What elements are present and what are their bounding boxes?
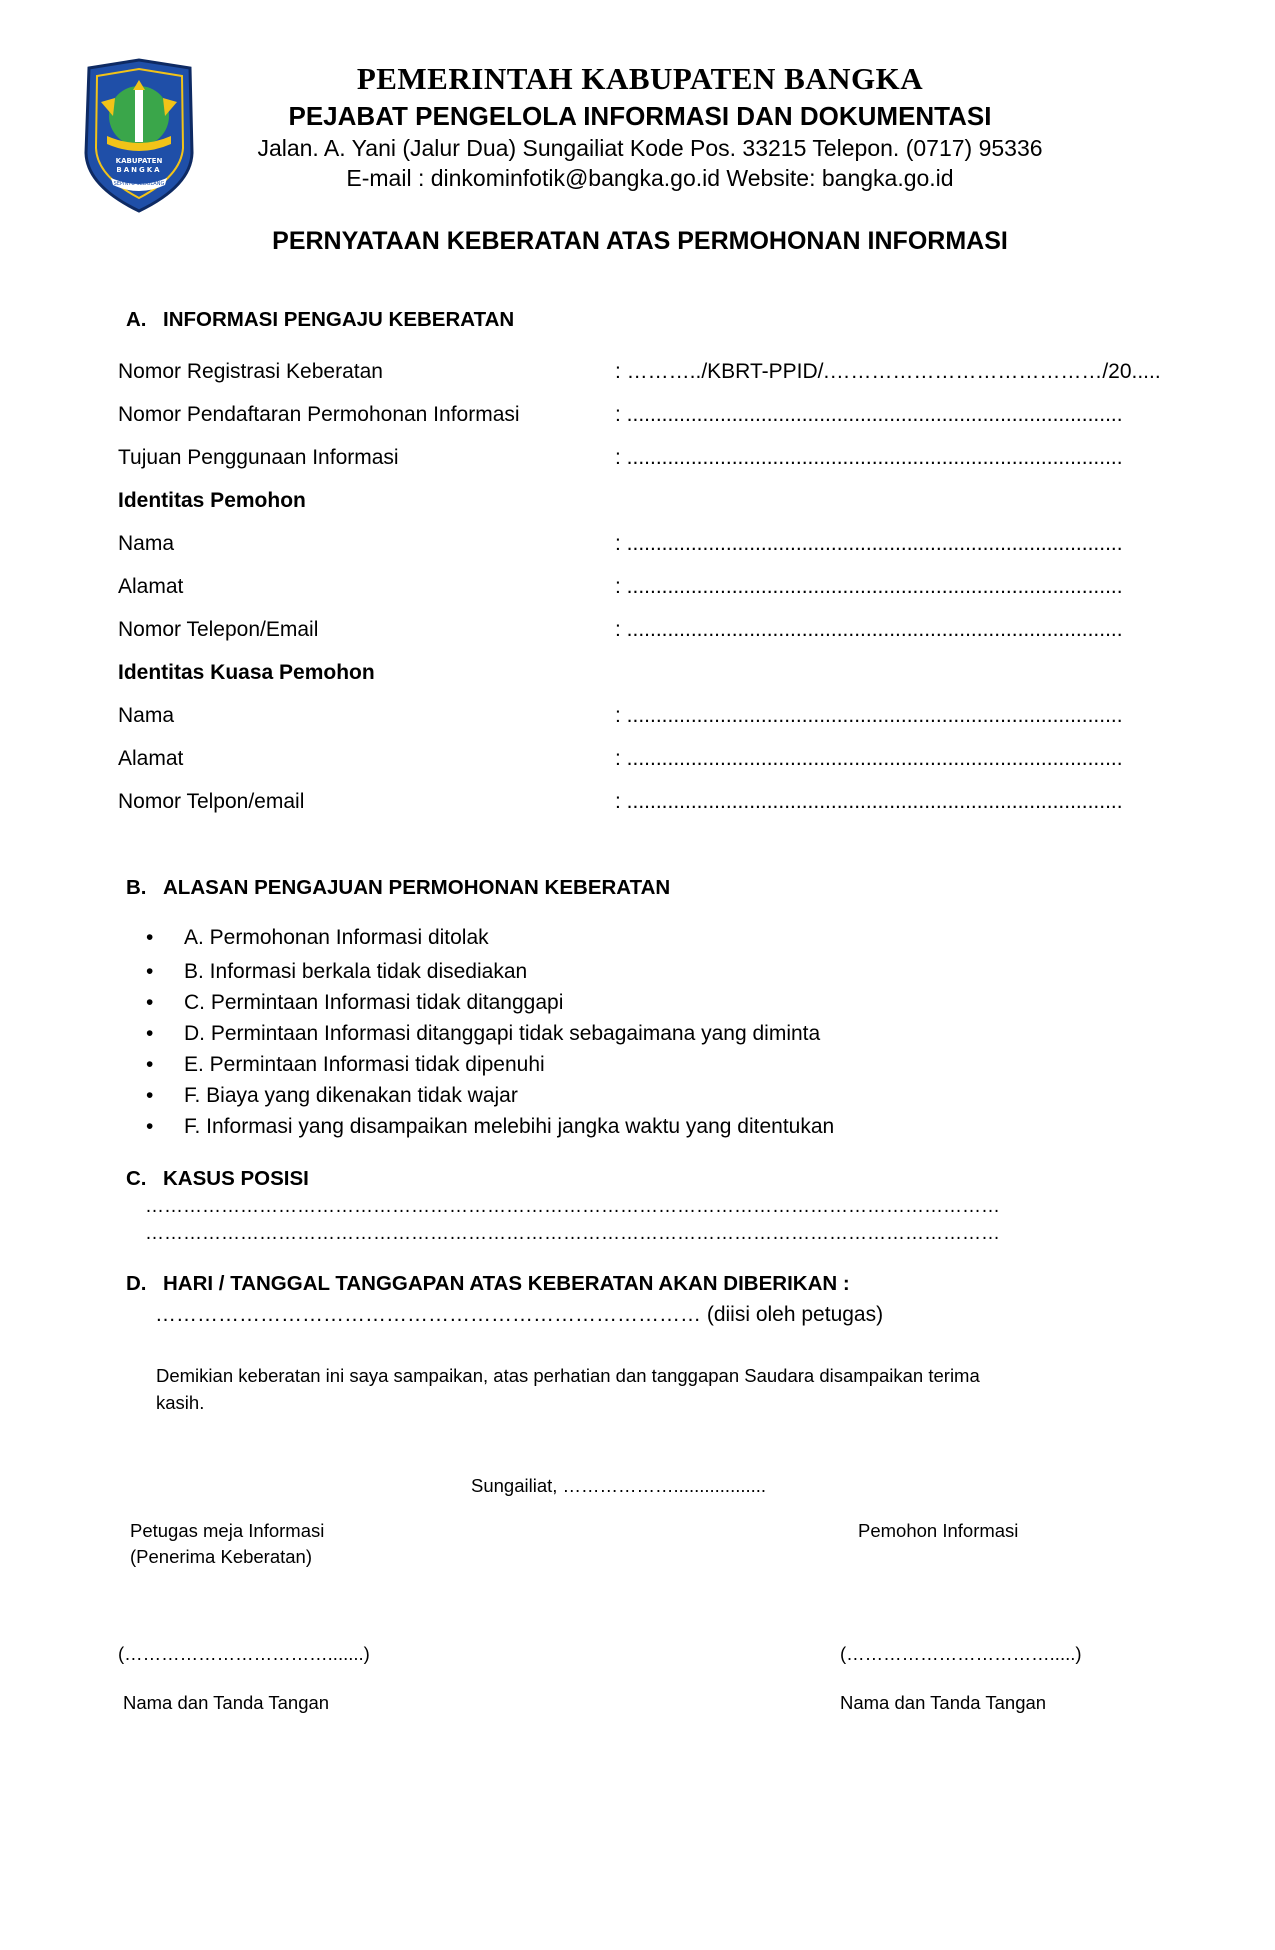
section-d-heading: [126, 1272, 850, 1296]
proxy-identity-heading: Identitas Kuasa Pemohon: [118, 661, 375, 684]
bullet-icon: •: [146, 960, 154, 983]
field-value-request-number[interactable]: : .....................................................................................: [615, 403, 1123, 426]
section-b-heading: [126, 876, 670, 900]
field-value-proxy-phone[interactable]: : .....................................................................................: [615, 790, 1123, 813]
reason-item-label: C. Permintaan Informasi tidak ditanggapi: [184, 991, 564, 1014]
reason-item[interactable]: [146, 960, 527, 984]
letterhead-address: Jalan. A. Yani (Jalur Dua) Sungailiat Kode Pos. 33215 Telepon. (0717) 95336: [257, 135, 1043, 161]
logo-text-mid: BANGKA: [116, 166, 162, 174]
section-a-title: INFORMASI PENGAJU KEBERATAN: [163, 308, 515, 331]
field-value-applicant-name[interactable]: : .....................................................................................: [615, 532, 1123, 555]
case-position-line[interactable]: ………………………………………………………………………………………………………………………: [145, 1223, 1000, 1244]
field-label-applicant-address: Alamat: [118, 575, 184, 598]
bullet-icon: •: [146, 1084, 154, 1107]
field-value-proxy-name[interactable]: : .....................................................................................: [615, 704, 1123, 727]
bangka-regency-logo: [79, 58, 200, 214]
field-value-applicant-phone[interactable]: : .....................................................................................: [615, 618, 1123, 641]
field-label-applicant-name: Nama: [118, 532, 175, 555]
applicant-identity-heading: Identitas Pemohon: [118, 489, 306, 512]
case-position-line[interactable]: ………………………………………………………………………………………………………………………: [145, 1196, 1000, 1217]
field-value-applicant-address[interactable]: : .....................................................................................: [615, 575, 1123, 598]
applicant-title: Pemohon Informasi: [858, 1520, 1019, 1541]
section-d-letter: D.: [126, 1272, 147, 1295]
field-label-request-number: Nomor Pendaftaran Permohonan Informasi: [118, 403, 520, 426]
bullet-icon: •: [146, 1053, 154, 1076]
field-value-usage-purpose[interactable]: : .....................................................................................: [615, 446, 1123, 469]
reason-item[interactable]: [146, 1084, 518, 1108]
applicant-signature-caption: Nama dan Tanda Tangan: [840, 1692, 1047, 1713]
bullet-icon: •: [146, 926, 154, 949]
reason-item-label: F. Biaya yang dikenakan tidak wajar: [184, 1084, 518, 1107]
section-c-title: KASUS POSISI: [163, 1167, 309, 1190]
reason-item-label: A. Permohonan Informasi ditolak: [184, 926, 489, 949]
reason-item[interactable]: [146, 1115, 834, 1139]
officer-signature-blank[interactable]: (…………………………….......): [118, 1643, 370, 1664]
document-title: PERNYATAAN KEBERATAN ATAS PERMOHONAN INFORMASI: [272, 227, 1008, 255]
reason-item-label: E. Permintaan Informasi tidak dipenuhi: [184, 1053, 545, 1076]
officer-subtitle: (Penerima Keberatan): [130, 1546, 313, 1567]
logo-text-bottom: SEPINTU SEDULANG: [113, 181, 165, 187]
section-b-title: ALASAN PENGAJUAN PERMOHONAN KEBERATAN: [163, 876, 671, 899]
reason-item[interactable]: [146, 1022, 820, 1046]
reason-item-label: B. Informasi berkala tidak disediakan: [184, 960, 528, 983]
officer-title: Petugas meja Informasi: [130, 1520, 325, 1541]
bullet-icon: •: [146, 991, 154, 1014]
field-value-proxy-address[interactable]: : .....................................................................................: [615, 747, 1123, 770]
response-date-line[interactable]: …………………………………………………………………… (diisi oleh petugas): [155, 1303, 884, 1326]
section-d-title: HARI / TANGGAL TANGGAPAN ATAS KEBERATAN AKAN DIBERIKAN :: [163, 1272, 850, 1295]
logo-text-top: KABUPATEN: [115, 157, 163, 165]
closing-text-line-2: kasih.: [156, 1392, 205, 1413]
reason-item-label: D. Permintaan Informasi ditanggapi tidak sebagaimana yang diminta: [184, 1022, 821, 1045]
section-a-heading: [126, 308, 514, 332]
reason-item[interactable]: [146, 1053, 545, 1077]
section-a-letter: A.: [126, 308, 147, 331]
bullet-icon: •: [146, 1022, 154, 1045]
field-label-registration-number: Nomor Registrasi Keberatan: [118, 360, 383, 383]
letterhead-office: PEJABAT PENGELOLA INFORMASI DAN DOKUMENTASI: [288, 101, 992, 131]
field-label-usage-purpose: Tujuan Penggunaan Informasi: [118, 446, 399, 469]
place-date[interactable]: Sungailiat, ………………..................: [471, 1475, 767, 1496]
field-label-proxy-name: Nama: [118, 704, 175, 727]
reason-item[interactable]: [146, 926, 489, 950]
officer-signature-caption: Nama dan Tanda Tangan: [123, 1692, 330, 1713]
letterhead-government: PEMERINTAH KABUPATEN BANGKA: [356, 61, 924, 96]
field-value-registration-number[interactable]: : ………../KBRT-PPID/.…………………………………/20.....: [615, 360, 1161, 383]
closing-text-line-1: Demikian keberatan ini saya sampaikan, atas perhatian dan tanggapan Saudara disampaikan terima: [156, 1365, 980, 1386]
field-label-proxy-phone: Nomor Telpon/email: [118, 790, 305, 813]
letterhead-contact: E-mail : dinkominfotik@bangka.go.id Website: bangka.go.id: [346, 165, 954, 191]
reason-item[interactable]: [146, 991, 563, 1015]
field-label-applicant-phone: Nomor Telepon/Email: [118, 618, 319, 641]
field-label-proxy-address: Alamat: [118, 747, 184, 770]
section-c-heading: [126, 1167, 309, 1191]
bullet-icon: •: [146, 1115, 154, 1138]
section-c-letter: C.: [126, 1167, 147, 1190]
applicant-signature-blank[interactable]: (…………………………….....): [840, 1643, 1082, 1664]
reason-item-label: F. Informasi yang disampaikan melebihi jangka waktu yang ditentukan: [184, 1115, 835, 1138]
section-b-letter: B.: [126, 876, 147, 899]
